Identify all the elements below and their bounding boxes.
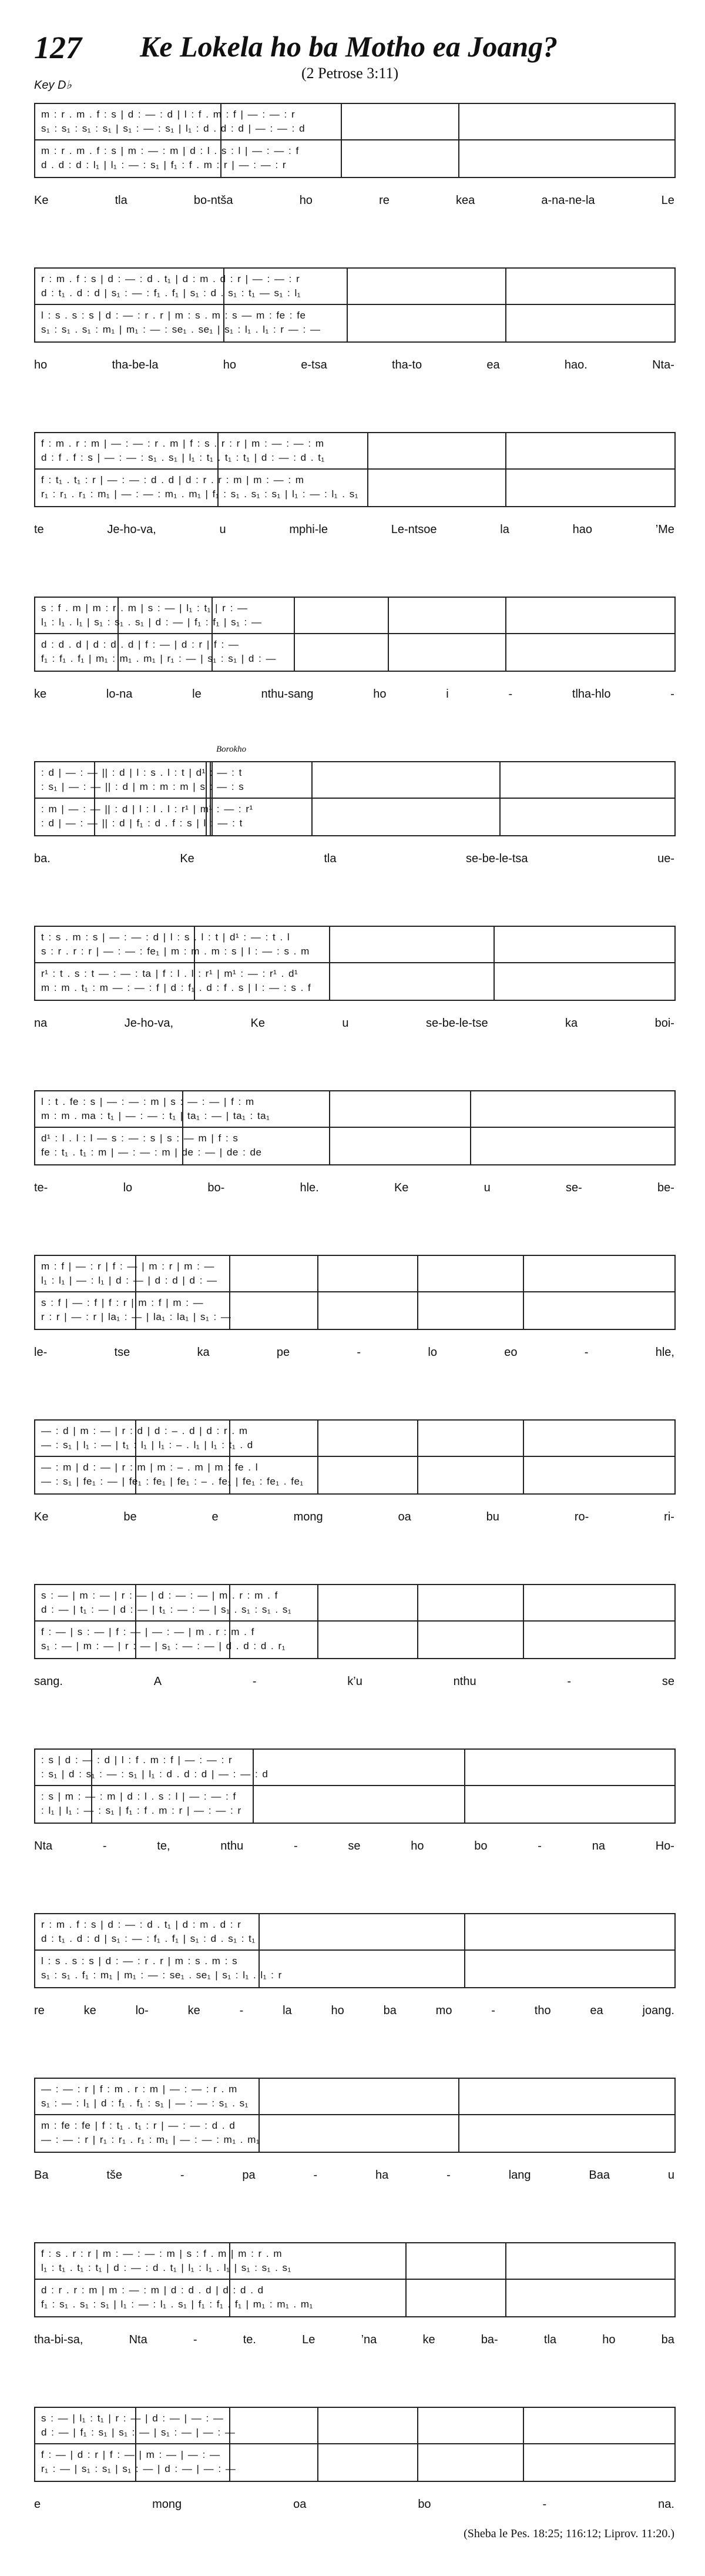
lyric-syllable: Nta — [34, 1840, 53, 1853]
lyric-syllable: nthu-sang — [261, 688, 314, 701]
lyric-syllable: e — [34, 2498, 41, 2511]
voice-part: m : m . t₁ : m — : — : f | d : f₁ . d : f . s | l : — : s . f — [41, 982, 311, 993]
lyric-syllable: u — [667, 2169, 674, 2182]
lyrics-line — [34, 1017, 674, 1040]
lyric-syllable: tho — [534, 2004, 551, 2017]
lyric-syllable: Ke — [394, 1181, 409, 1194]
lyric-syllable: tla — [115, 194, 127, 207]
staff-divider — [35, 962, 674, 963]
lyric-syllable: u — [342, 1017, 349, 1030]
voice-part: s₁ : — : l₁ | d : f₁ . f₁ : s₁ | — : — : s₁ . s₁ — [41, 2098, 249, 2109]
staff-divider — [35, 2443, 674, 2444]
lyrics-line — [34, 1181, 674, 1205]
lyric-syllable: tše — [106, 2169, 123, 2182]
music-system — [34, 597, 674, 738]
lyric-syllable: - — [538, 1840, 542, 1853]
lyric-syllable: ho — [373, 688, 387, 701]
staff-divider — [35, 468, 674, 470]
voice-part: s : f | — : f | f : r | m : f | m : — — [41, 1297, 204, 1308]
voice-part: f₁ : s₁ . s₁ : s₁ | l₁ : — : l₁ . s₁ | f₁ : f₁ . f₁ | m₁ : m₁ . m₁ — [41, 2299, 313, 2310]
staff-divider — [35, 1620, 674, 1622]
voice-part: d : f . f : s | — : — : s₁ . s₁ | l₁ : t₁ . t₁ : t₁ | d : — : d . t₁ — [41, 452, 325, 463]
voice-part: : d | — : — || : d | l : s . l : t | d¹ : — : t — [41, 767, 242, 778]
lyric-syllable: te. — [243, 2333, 256, 2346]
voice-part: f : s . r : r | m : — : — : m | s : f . m | m : r . m — [41, 2248, 283, 2259]
music-system — [34, 1584, 674, 1725]
lyric-syllable: sang. — [34, 1675, 63, 1688]
lyric-syllable: ka — [197, 1346, 210, 1359]
lyric-syllable: se — [662, 1675, 674, 1688]
lyric-syllable: re — [34, 2004, 45, 2017]
lyric-syllable: bo-ntša — [193, 194, 233, 207]
solfa-staff — [34, 103, 676, 178]
lyric-syllable: boi- — [654, 1017, 674, 1030]
lyric-syllable: Baa — [589, 2169, 610, 2182]
solfa-staff — [34, 2407, 676, 2482]
lyric-syllable: ba. — [34, 852, 51, 865]
lyrics-line — [34, 523, 674, 547]
lyric-syllable: ho — [34, 359, 48, 371]
music-system — [34, 1419, 674, 1560]
voice-part: r : r | — : r | la₁ : — | la₁ : la₁ | s₁ : — — [41, 1311, 231, 1322]
voice-part: : s₁ | — : — || : d | m : m : m | s : — : s — [41, 781, 244, 792]
lyric-syllable: ho — [299, 194, 313, 207]
voice-part: r : m . f : s | d : — : d . t₁ | d : m . d : r | — : — : r — [41, 273, 300, 284]
lyric-syllable: ea — [590, 2004, 603, 2017]
voice-part: f : — | d : r | f : — | m : — | — : — — [41, 2449, 220, 2460]
lyric-syllable: lo — [123, 1181, 133, 1194]
lyric-syllable: se — [348, 1840, 361, 1853]
lyric-syllable: nthu — [453, 1675, 476, 1688]
voice-part: m : fe : fe | f : t₁ . t₁ : r | — : — : d . d — [41, 2120, 236, 2131]
lyric-syllable: Le-ntsoe — [391, 523, 437, 536]
voice-part: s : — | l₁ : t₁ | r : — | d : — | — : — — [41, 2413, 224, 2424]
lyric-syllable: te- — [34, 1181, 48, 1194]
lyric-syllable: - — [252, 1675, 257, 1688]
lyrics-line — [34, 359, 674, 382]
hymn-number: 127 — [34, 30, 82, 65]
lyrics-line — [34, 1840, 674, 1863]
voice-part: m : r . m . f : s | m : — : m | d : l . s : l | — : — : f — [41, 145, 299, 156]
voice-part: — : s₁ | fe₁ : — | fe₁ : fe₁ | fe₁ : – . fe₁ | fe₁ : fe₁ . fe₁ — [41, 1476, 304, 1487]
lyric-syllable: - — [542, 2498, 547, 2511]
lyric-syllable: k’u — [347, 1675, 362, 1688]
staff-divider — [35, 1949, 674, 1951]
voice-part: r¹ : t . s : t — : — : ta | f : l . l : r¹ | m¹ : — : r¹ . d¹ — [41, 968, 298, 979]
lyrics-line — [34, 1510, 674, 1534]
lyrics-line — [34, 2169, 674, 2192]
lyric-syllable: tlha-hlo — [572, 688, 611, 701]
lyric-syllable: - — [357, 1346, 361, 1359]
lyric-syllable: lo- — [135, 2004, 149, 2017]
lyric-syllable: A — [153, 1675, 162, 1688]
lyric-syllable: i — [446, 688, 449, 701]
lyric-syllable: Le — [302, 2333, 315, 2346]
lyric-syllable: oa — [398, 1510, 411, 1523]
lyric-syllable: ea — [486, 359, 500, 371]
lyric-syllable: bo- — [207, 1181, 225, 1194]
music-system — [34, 2242, 674, 2383]
lyric-syllable: ue- — [657, 852, 674, 865]
voice-part: — : — : r | f : m . r : m | — : — : r . m — [41, 2083, 237, 2095]
music-system — [34, 1913, 674, 2054]
lyric-syllable: pa — [242, 2169, 256, 2182]
staff-divider — [35, 1127, 674, 1128]
lyric-syllable: lo-na — [106, 688, 133, 701]
voice-part: l : s . s : s | d : — : r . r | m : s . m : s — m : fe : fe — [41, 310, 306, 321]
voice-part: r₁ : r₁ . r₁ : m₁ | — : — : m₁ . m₁ | f₁ : s₁ . s₁ : s₁ | l₁ : — : l₁ . s₁ — [41, 488, 358, 500]
lyric-syllable: ha — [375, 2169, 389, 2182]
lyric-syllable: re — [379, 194, 390, 207]
lyric-syllable: u — [484, 1181, 491, 1194]
voice-part: : s₁ | d : s₁ : — : s₁ | l₁ : d . d : d | — : — : d — [41, 1768, 268, 1780]
solfa-staff — [34, 2242, 676, 2317]
lyric-syllable: se- — [565, 1181, 582, 1194]
voice-part: : l₁ | l₁ : — : s₁ | f₁ : f . m : r | — : — : r — [41, 1805, 241, 1816]
staff-divider — [35, 1291, 674, 1292]
lyric-syllable: Le — [661, 194, 674, 207]
voice-part: : d | — : — || : d | f₁ : d . f : s | l : — : t — [41, 818, 243, 829]
lyric-syllable: ’Me — [655, 523, 674, 536]
lyric-syllable: ba — [383, 2004, 397, 2017]
lyric-syllable: hao — [572, 523, 592, 536]
solfa-staff — [34, 2078, 676, 2153]
lyric-syllable: Nta — [129, 2333, 147, 2346]
lyric-syllable: be- — [657, 1181, 674, 1194]
music-system — [34, 2407, 674, 2548]
lyric-syllable: kea — [455, 194, 475, 207]
voice-part: l₁ : l₁ . l₁ | s₁ : s₁ . s₁ | d : — | f₁ : f₁ | s₁ : — — [41, 617, 262, 628]
lyric-syllable: te, — [157, 1840, 170, 1853]
lyric-syllable: - — [567, 1675, 572, 1688]
music-system — [34, 1255, 674, 1396]
lyrics-line — [34, 1675, 674, 1699]
voice-part: f : — | s : — | f : — | — : — | m . r : m . f — [41, 1626, 254, 1637]
lyrics-line — [34, 852, 674, 876]
lyric-syllable: ho — [411, 1840, 424, 1853]
lyric-syllable: Je-ho-va, — [107, 523, 156, 536]
lyric-syllable: tla — [543, 2333, 557, 2346]
voice-part: m : m . ma : t₁ | — : — : t₁ | ta₁ : — | ta₁ : ta₁ — [41, 1110, 270, 1121]
lyric-syllable: tha-to — [391, 359, 422, 371]
lyric-syllable: - — [491, 2004, 495, 2017]
lyric-syllable: se-be-le-tsa — [465, 852, 528, 865]
voice-part: l₁ : t₁ . t₁ : t₁ | d : — : d . t₁ | l₁ : l₁ . l₁ | s₁ : s₁ . s₁ — [41, 2262, 291, 2273]
voice-part: : m | — : — || : d | l : l . l : r¹ | m¹ : — : r¹ — [41, 803, 253, 815]
lyric-syllable: Ho- — [655, 1840, 674, 1853]
lyric-syllable: - — [313, 2169, 318, 2182]
voice-part: d : — | t₁ : — | d : — | t₁ : — : — | s₁ . s₁ : s₁ . s₁ — [41, 1604, 292, 1615]
lyric-syllable: - — [180, 2169, 184, 2182]
lyric-syllable: hle, — [655, 1346, 674, 1359]
lyric-syllable: Ke — [250, 1017, 265, 1030]
staff-divider — [35, 2114, 674, 2115]
solfa-staff — [34, 1748, 676, 1824]
voice-part: r₁ : — | s₁ : s₁ | s₁ : — | d : — | — : — — [41, 2463, 236, 2474]
lyric-syllable: - — [102, 1840, 107, 1853]
voice-part: : s | m : — : m | d : l . s : l | — : — : f — [41, 1791, 236, 1802]
scripture-reference: (2 Petrose 3:11) — [301, 65, 399, 82]
lyric-syllable: bo — [418, 2498, 431, 2511]
lyric-syllable: ke — [422, 2333, 435, 2346]
voice-part: — : s₁ | l₁ : — | t₁ : l₁ | l₁ : – . l₁ | l₁ : t₁ . d — [41, 1439, 253, 1451]
solfa-staff — [34, 761, 676, 836]
lyric-syllable: ke — [187, 2004, 200, 2017]
staff-divider — [35, 304, 674, 305]
voice-part: d . d : d : l₁ | l₁ : — : s₁ | f₁ : f . m : r | — : — : r — [41, 159, 287, 170]
lyric-syllable: Ke — [180, 852, 194, 865]
lyric-syllable: oa — [293, 2498, 307, 2511]
voice-part: d : t₁ . d : d | s₁ : — : f₁ . f₁ | s₁ : d . s₁ : t₁ — [41, 1933, 256, 1944]
voice-part: — : d | m : — | r : d | d : – . d | d : r . m — [41, 1425, 248, 1436]
hymn-title: Ke Lokela ho ba Motho ea Joang? — [140, 30, 558, 63]
lyric-syllable: na. — [658, 2498, 674, 2511]
solfa-staff — [34, 267, 676, 343]
lyric-syllable: tha-be-la — [112, 359, 159, 371]
lyric-syllable: tla — [324, 852, 337, 865]
lyric-syllable: tha-bi-sa, — [34, 2333, 83, 2346]
staff-divider — [35, 633, 674, 634]
lyric-syllable: Ke — [34, 194, 49, 207]
voice-part: f₁ : f₁ . f₁ | m₁ : m₁ . m₁ | r₁ : — | s₁ : s₁ | d : — — [41, 653, 277, 664]
music-system — [34, 103, 674, 244]
staff-divider — [35, 1785, 674, 1786]
voice-part: l₁ : l₁ | — : l₁ | d : — | d : d | d : — — [41, 1275, 217, 1286]
lyric-syllable: a-na-ne-la — [541, 194, 595, 207]
solfa-staff — [34, 1090, 676, 1165]
lyric-syllable: la — [283, 2004, 292, 2017]
lyric-syllable: eo — [504, 1346, 518, 1359]
lyrics-line — [34, 2498, 674, 2521]
key-signature: Key D♭ — [34, 79, 72, 92]
lyric-syllable: mphi-le — [289, 523, 328, 536]
voice-part: s₁ : s₁ . f₁ : m₁ | m₁ : — : se₁ . se₁ | s₁ : l₁ . l₁ : r — [41, 1969, 282, 1981]
lyric-syllable: Je-ho-va, — [124, 1017, 174, 1030]
voice-part: fe : t₁ . t₁ : m | — : — : m | de : — | de : de — [41, 1147, 262, 1158]
hymn-header — [34, 29, 674, 94]
music-system — [34, 926, 674, 1067]
voice-part: m : f | — : r | f : — | m : r | m : — — [41, 1261, 215, 1272]
footer-reference: (Sheba le Pes. 18:25; 116:12; Liprov. 11:20.) — [464, 2527, 674, 2540]
solfa-staff — [34, 1584, 676, 1659]
lyric-syllable: e-tsa — [301, 359, 327, 371]
voice-part: d : — | f₁ : s₁ | s₁ : — | s₁ : — | — : — — [41, 2427, 236, 2438]
lyric-syllable: ’na — [361, 2333, 377, 2346]
lyric-syllable: tse — [114, 1346, 130, 1359]
lyric-syllable: Ba — [34, 2169, 49, 2182]
voice-part: — : m | d : — | r : m | m : – . m | m : fe . l — [41, 1462, 258, 1473]
solfa-staff — [34, 926, 676, 1001]
voice-part: s₁ : s₁ : s₁ : s₁ | s₁ : — : s₁ | l₁ : d . d : d | — : — : d — [41, 123, 306, 134]
voice-part: l : s . s : s | d : — : r . r | m : s . m : s — [41, 1955, 238, 1967]
voice-part: f : m . r : m | — : — : r . m | f : s . r : r | m : — : — : m — [41, 438, 324, 449]
voice-part: : s | d : — : d | l : f . m : f | — : — : r — [41, 1754, 233, 1766]
music-system — [34, 1090, 674, 1231]
voice-part: s₁ : s₁ . s₁ : m₁ | m₁ : — : se₁ . se₁ | s₁ : l₁ . l₁ : r — : — — [41, 324, 321, 335]
lyric-syllable: Nta- — [652, 359, 674, 371]
solfa-staff — [34, 432, 676, 507]
voice-part: d¹ : l . l : l — s : — : s | s : — m | f : s — [41, 1133, 239, 1144]
voice-part: l : t . fe : s | — : — : m | s : — : — | f : m — [41, 1096, 254, 1107]
solfa-staff — [34, 597, 676, 672]
music-system — [34, 2078, 674, 2219]
lyric-syllable: mong — [152, 2498, 182, 2511]
lyric-syllable: - — [584, 1346, 589, 1359]
lyric-syllable: - — [293, 1840, 298, 1853]
lyric-syllable: ka — [565, 1017, 578, 1030]
voice-part: m : r . m . f : s | d : — : d | l : f . m : f | — : — : r — [41, 109, 296, 120]
lyric-syllable: bu — [486, 1510, 499, 1523]
lyric-syllable: - — [446, 2169, 451, 2182]
lyric-syllable: ri- — [664, 1510, 674, 1523]
voice-part: s : f . m | m : r . m | s : — | l₁ : t₁ | r : — — [41, 602, 248, 614]
lyric-syllable: u — [219, 523, 226, 536]
lyric-syllable: na — [592, 1840, 605, 1853]
section-label: Borokho — [216, 745, 247, 754]
music-system — [34, 432, 674, 573]
staff-divider — [35, 2279, 674, 2280]
lyric-syllable: - — [508, 688, 513, 701]
lyric-syllable: ho — [602, 2333, 616, 2346]
lyric-syllable: le- — [34, 1346, 48, 1359]
lyric-syllable: bo — [474, 1840, 488, 1853]
music-system — [34, 1748, 674, 1890]
lyric-syllable: pe — [276, 1346, 290, 1359]
lyric-syllable: te — [34, 523, 44, 536]
lyric-syllable: na — [34, 1017, 48, 1030]
lyric-syllable: nthu — [220, 1840, 244, 1853]
lyric-syllable: joang. — [642, 2004, 674, 2017]
staff-divider — [35, 139, 674, 140]
lyric-syllable: mo — [435, 2004, 452, 2017]
voice-part: r : m . f : s | d : — : d . t₁ | d : m . d : r — [41, 1919, 241, 1930]
voice-part: — : — : r | r₁ : r₁ . r₁ : m₁ | — : — : m₁ . m₁ — [41, 2134, 260, 2145]
voice-part: s : — | m : — | r : — | d : — : — | m . r : m . f — [41, 1590, 278, 1601]
lyric-syllable: - — [193, 2333, 197, 2346]
voice-part: d : r . r : m | m : — : m | d : d . d | d : d . d — [41, 2284, 264, 2296]
staff-divider — [35, 798, 674, 799]
lyric-syllable: ba- — [481, 2333, 498, 2346]
lyric-syllable: lang — [508, 2169, 531, 2182]
lyric-syllable: - — [239, 2004, 244, 2017]
lyric-syllable: ba — [661, 2333, 674, 2346]
lyrics-line — [34, 2004, 674, 2028]
staff-divider — [35, 1456, 674, 1457]
solfa-staff — [34, 1913, 676, 1988]
voice-part: d : t₁ . d : d | s₁ : — : f₁ . f₁ | s₁ : d . s₁ : t₁ — s₁ : l₁ — [41, 287, 301, 299]
lyric-syllable: lo — [428, 1346, 437, 1359]
lyric-syllable: ro- — [574, 1510, 589, 1523]
lyric-syllable: mong — [293, 1510, 323, 1523]
lyric-syllable: ho — [331, 2004, 344, 2017]
voice-part: t : s . m : s | — : — : d | l : s . l : t | d¹ : — : t . l — [41, 932, 290, 943]
lyric-syllable: hle. — [300, 1181, 319, 1194]
voice-part: s : r . r : r | — : — : fe₁ | m : m . m : s | l : — : s . m — [41, 946, 310, 957]
solfa-staff — [34, 1255, 676, 1330]
voice-part: f : t₁ . t₁ : r | — : — : d . d | d : r . r : m | m : — : m — [41, 474, 304, 485]
lyric-syllable: - — [670, 688, 674, 701]
lyric-syllable: be — [123, 1510, 137, 1523]
solfa-staff — [34, 1419, 676, 1495]
lyric-syllable: ke — [34, 688, 47, 701]
music-system — [34, 745, 674, 902]
lyrics-line — [34, 194, 674, 217]
music-system — [34, 267, 674, 408]
lyric-syllable: ke — [83, 2004, 96, 2017]
lyric-syllable: hao. — [564, 359, 588, 371]
lyric-syllable: la — [500, 523, 509, 536]
voice-part: s₁ : — | m : — | r : — | s₁ : — : — | d . d : d . r₁ — [41, 1640, 286, 1652]
lyrics-line — [34, 688, 674, 711]
lyric-syllable: e — [212, 1510, 219, 1523]
lyric-syllable: ho — [223, 359, 236, 371]
lyrics-line — [34, 2333, 674, 2357]
voice-part: d : d . d | d : d . d | f : — | d : r | f : — — [41, 639, 239, 650]
lyrics-line — [34, 1346, 674, 1369]
lyric-syllable: Ke — [34, 1510, 49, 1523]
lyric-syllable: se-be-le-tse — [425, 1017, 488, 1030]
lyric-syllable: le — [192, 688, 202, 701]
